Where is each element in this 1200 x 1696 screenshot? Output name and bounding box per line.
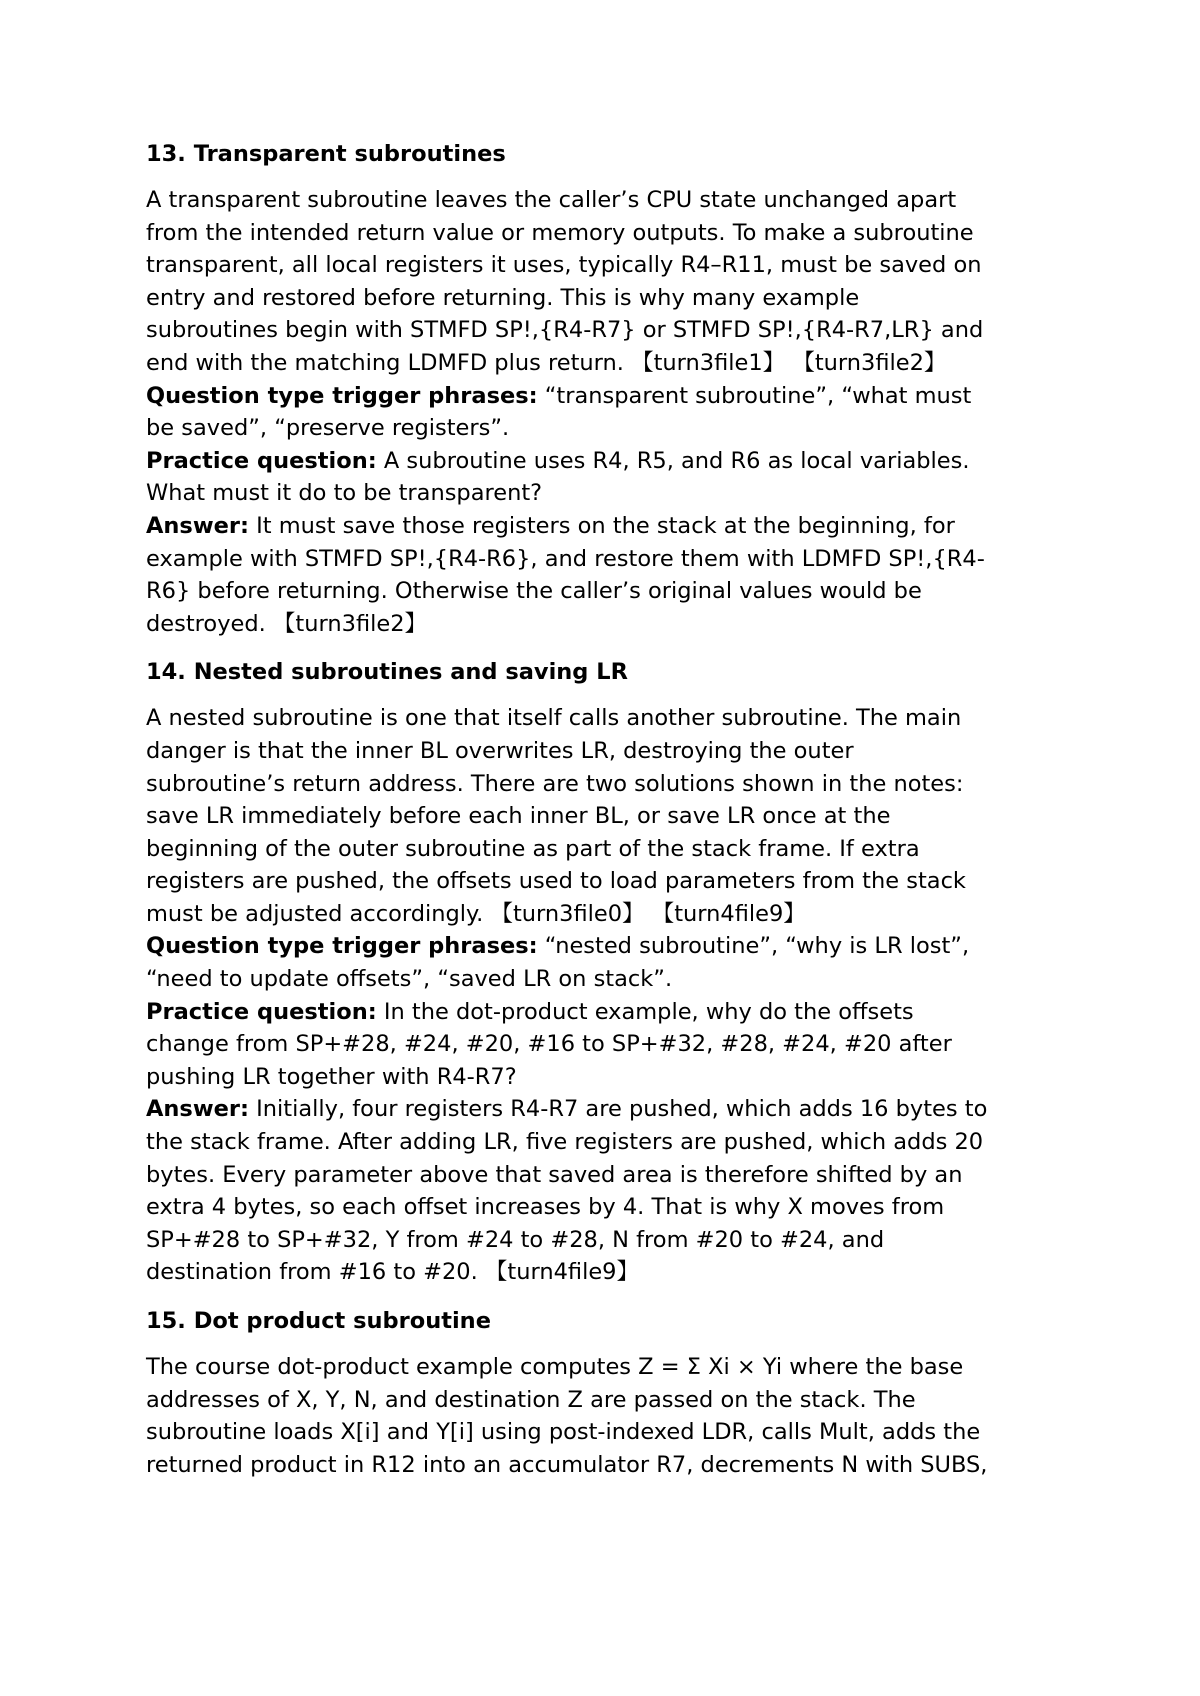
section-13 bbox=[146, 138, 1076, 640]
trigger-text: “need to update offsets”, “saved LR on stack”. bbox=[146, 966, 673, 993]
body-line: subroutine loads X[i] and Y[i] using post-indexed LDR, calls Mult, adds the bbox=[146, 1419, 981, 1446]
answer-text: It must save those registers on the stack at the beginning, for bbox=[248, 512, 955, 539]
answer-text: R6} before returning. Otherwise the caller’s original values would be bbox=[146, 578, 922, 605]
answer-text: destination from #16 to #20. 【turn4file9】 bbox=[146, 1259, 639, 1286]
body-line: transparent, all local registers it uses, typically R4–R11, must be saved on bbox=[146, 252, 982, 279]
section-15 bbox=[146, 1305, 1076, 1481]
practice-text: pushing LR together with R4-R7? bbox=[146, 1063, 517, 1090]
section-body bbox=[146, 184, 1076, 380]
trigger-phrases bbox=[146, 930, 1076, 995]
trigger-label: Question type trigger phrases: bbox=[146, 382, 538, 409]
answer-text: extra 4 bytes, so each offset increases by 4. That is why X moves from bbox=[146, 1194, 945, 1221]
answer-text: example with STMFD SP!,{R4-R6}, and restore them with LDMFD SP!,{R4- bbox=[146, 545, 985, 572]
answer-label: Answer: bbox=[146, 1096, 249, 1123]
practice-question bbox=[146, 445, 1076, 510]
body-line: returned product in R12 into an accumulator R7, decrements N with SUBS, bbox=[146, 1451, 988, 1478]
section-title: 13. Transparent subroutines bbox=[146, 141, 506, 167]
answer bbox=[146, 1093, 1076, 1289]
practice-label: Practice question: bbox=[146, 998, 377, 1025]
answer bbox=[146, 510, 1076, 640]
body-line: A transparent subroutine leaves the caller’s CPU state unchanged apart bbox=[146, 187, 957, 213]
answer-text: the stack frame. After adding LR, five registers are pushed, which adds 20 bbox=[146, 1129, 984, 1156]
section-body bbox=[146, 702, 1076, 930]
section-title: 14. Nested subroutines and saving LR bbox=[146, 659, 628, 686]
trigger-text: “nested subroutine”, “why is LR lost”, bbox=[537, 933, 970, 960]
trigger-text: be saved”, “preserve registers”. bbox=[146, 415, 510, 442]
body-line: from the intended return value or memory outputs. To make a subroutine bbox=[146, 219, 974, 246]
section-body bbox=[146, 1351, 1076, 1481]
trigger-text: “transparent subroutine”, “what must bbox=[537, 382, 972, 409]
answer-text: bytes. Every parameter above that saved area is therefore shifted by an bbox=[146, 1161, 963, 1188]
body-line: danger is that the inner BL overwrites LR, destroying the outer bbox=[146, 737, 854, 764]
body-line: end with the matching LDMFD plus return. 【turn3file1】 【turn3file2】 bbox=[146, 349, 947, 376]
answer-text: SP+#28 to SP+#32, Y from #24 to #28, N from #20 to #24, and bbox=[146, 1226, 885, 1253]
practice-text: A subroutine uses R4, R5, and R6 as local variables. bbox=[376, 447, 970, 474]
body-line: save LR immediately before each inner BL, or save LR once at the bbox=[146, 803, 891, 830]
answer-label: Answer: bbox=[146, 512, 249, 539]
answer-text: Initially, four registers R4-R7 are pushed, which adds 16 bytes to bbox=[248, 1096, 988, 1123]
document-page bbox=[146, 138, 1076, 1497]
trigger-label: Question type trigger phrases: bbox=[146, 933, 538, 960]
body-line: entry and restored before returning. This is why many example bbox=[146, 284, 860, 311]
practice-question bbox=[146, 996, 1076, 1094]
practice-text: change from SP+#28, #24, #20, #16 to SP+#32, #28, #24, #20 after bbox=[146, 1031, 952, 1058]
trigger-phrases bbox=[146, 380, 1076, 445]
answer-text: destroyed. 【turn3file2】 bbox=[146, 610, 428, 637]
body-line: A nested subroutine is one that itself calls another subroutine. The main bbox=[146, 705, 962, 732]
body-line: must be adjusted accordingly. 【turn3file0】 【turn4file9】 bbox=[146, 900, 806, 927]
body-line: subroutines begin with STMFD SP!,{R4-R7} or STMFD SP!,{R4-R7,LR} and bbox=[146, 317, 984, 344]
body-line: The course dot-product example computes Z = Σ Xi × Yi where the base bbox=[146, 1354, 964, 1380]
body-line: beginning of the outer subroutine as part of the stack frame. If extra bbox=[146, 835, 920, 862]
practice-label: Practice question: bbox=[146, 447, 377, 474]
section-title: 15. Dot product subroutine bbox=[146, 1308, 491, 1334]
practice-text: In the dot-product example, why do the offsets bbox=[376, 998, 914, 1025]
body-line: subroutine’s return address. There are two solutions shown in the notes: bbox=[146, 770, 964, 797]
body-line: registers are pushed, the offsets used to load parameters from the stack bbox=[146, 868, 966, 895]
section-14 bbox=[146, 656, 1076, 1289]
practice-text: What must it do to be transparent? bbox=[146, 480, 543, 507]
body-line: addresses of X, Y, N, and destination Z are passed on the stack. The bbox=[146, 1386, 916, 1413]
